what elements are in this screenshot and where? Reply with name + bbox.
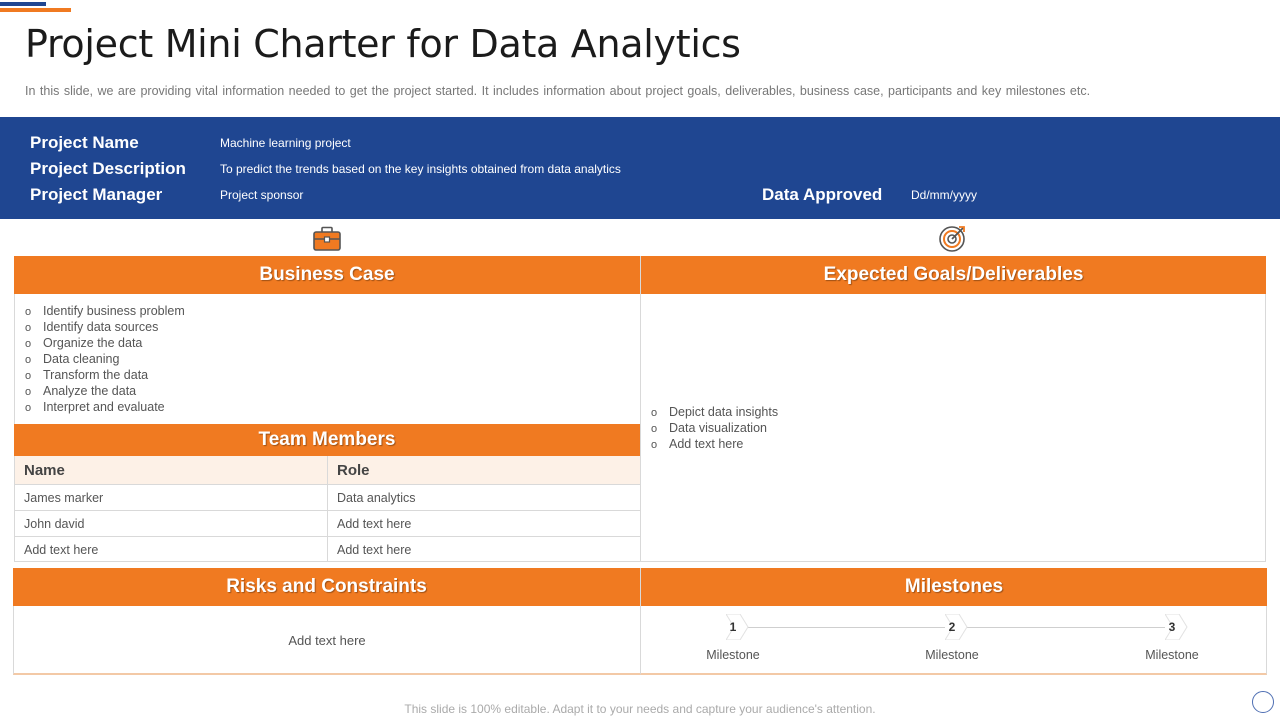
target-icon <box>938 224 968 259</box>
table-row <box>15 511 640 537</box>
list-item-text: Add text here <box>669 437 744 451</box>
goals-list <box>651 404 778 452</box>
list-item-text: Transform the data <box>43 368 149 382</box>
team-table-header-row <box>15 456 640 485</box>
project-manager-value: Project sponsor <box>220 188 304 202</box>
team-members-table <box>15 456 640 562</box>
list-item <box>25 319 185 335</box>
bullet-icon: o <box>25 322 32 334</box>
goals-header: Expected Goals/Deliverables <box>641 256 1266 294</box>
milestone-number: 2 <box>948 620 956 634</box>
list-item <box>25 335 185 351</box>
list-item-text: Identify data sources <box>43 320 159 334</box>
project-info-band <box>0 117 1280 219</box>
bullet-icon: o <box>25 354 32 366</box>
list-item-text: Data visualization <box>669 421 767 435</box>
list-item-text: Organize the data <box>43 336 143 350</box>
list-item <box>25 367 185 383</box>
milestone-connector <box>745 627 945 628</box>
accent-bar-blue <box>0 2 46 6</box>
team-member-role: Add text here <box>328 511 641 537</box>
bullet-icon: o <box>25 370 32 382</box>
milestone-label: Milestone <box>1145 648 1199 662</box>
milestone-number: 1 <box>729 620 737 634</box>
page-title: Project Mini Charter for Data Analytics <box>25 22 741 66</box>
milestone-number: 3 <box>1168 620 1176 634</box>
list-item-text: Identify business problem <box>43 304 185 318</box>
milestones-header: Milestones <box>641 568 1267 606</box>
team-member-role: Add text here <box>337 542 412 557</box>
team-member-name: James marker <box>15 485 328 511</box>
list-item <box>25 303 185 319</box>
team-member-name: Add text here <box>15 537 328 563</box>
bullet-icon: o <box>651 407 658 419</box>
list-item <box>25 383 185 399</box>
list-item <box>651 404 778 420</box>
bullet-icon: o <box>25 386 32 398</box>
risks-header: Risks and Constraints <box>13 568 640 606</box>
project-manager-label: Project Manager <box>30 185 163 204</box>
project-description-label: Project Description <box>30 159 186 178</box>
business-case-list <box>25 303 185 415</box>
list-item <box>651 420 778 436</box>
list-item <box>651 436 778 452</box>
team-member-name: John david <box>15 511 328 537</box>
bullet-icon: o <box>651 439 658 451</box>
bullet-icon: o <box>25 338 32 350</box>
bullet-icon: o <box>651 423 658 435</box>
footer-note: This slide is 100% editable. Adapt it to your needs and capture your audience's attention. <box>404 702 876 716</box>
briefcase-icon <box>312 226 342 257</box>
list-item-text: Data cleaning <box>43 352 120 366</box>
table-row <box>15 485 640 511</box>
list-item-text: Interpret and evaluate <box>43 400 165 414</box>
list-item-text: Analyze the data <box>43 384 137 398</box>
accent-bar-orange <box>0 8 71 12</box>
list-item <box>25 351 185 367</box>
milestone-label: Milestone <box>925 648 979 662</box>
data-approved-value: Dd/mm/yyyy <box>911 188 977 202</box>
list-item-text: Depict data insights <box>669 405 779 419</box>
team-members-header: Team Members <box>14 424 640 456</box>
page-subtitle: In this slide, we are providing vital information needed to get the project started. It includes information about project goals, deliverables, business case, participants and key milestones etc. <box>25 84 1091 98</box>
risks-text: Add text here <box>288 633 366 648</box>
team-member-role: Data analytics <box>328 485 641 511</box>
milestone-connector <box>965 627 1165 628</box>
bullet-icon: o <box>25 306 32 318</box>
data-approved-label: Data Approved <box>762 185 883 204</box>
circle-icon <box>1252 691 1274 713</box>
project-description-value: To predict the trends based on the key insights obtained from data analytics <box>220 162 621 176</box>
milestone-label: Milestone <box>706 648 760 662</box>
team-column-role: Role <box>328 456 641 485</box>
bullet-icon: o <box>25 402 32 414</box>
team-column-name: Name <box>15 456 328 485</box>
list-item <box>25 399 185 415</box>
project-name-label: Project Name <box>30 133 139 152</box>
business-case-header: Business Case <box>14 256 640 294</box>
project-name-value: Machine learning project <box>220 136 351 150</box>
table-row <box>15 537 640 563</box>
